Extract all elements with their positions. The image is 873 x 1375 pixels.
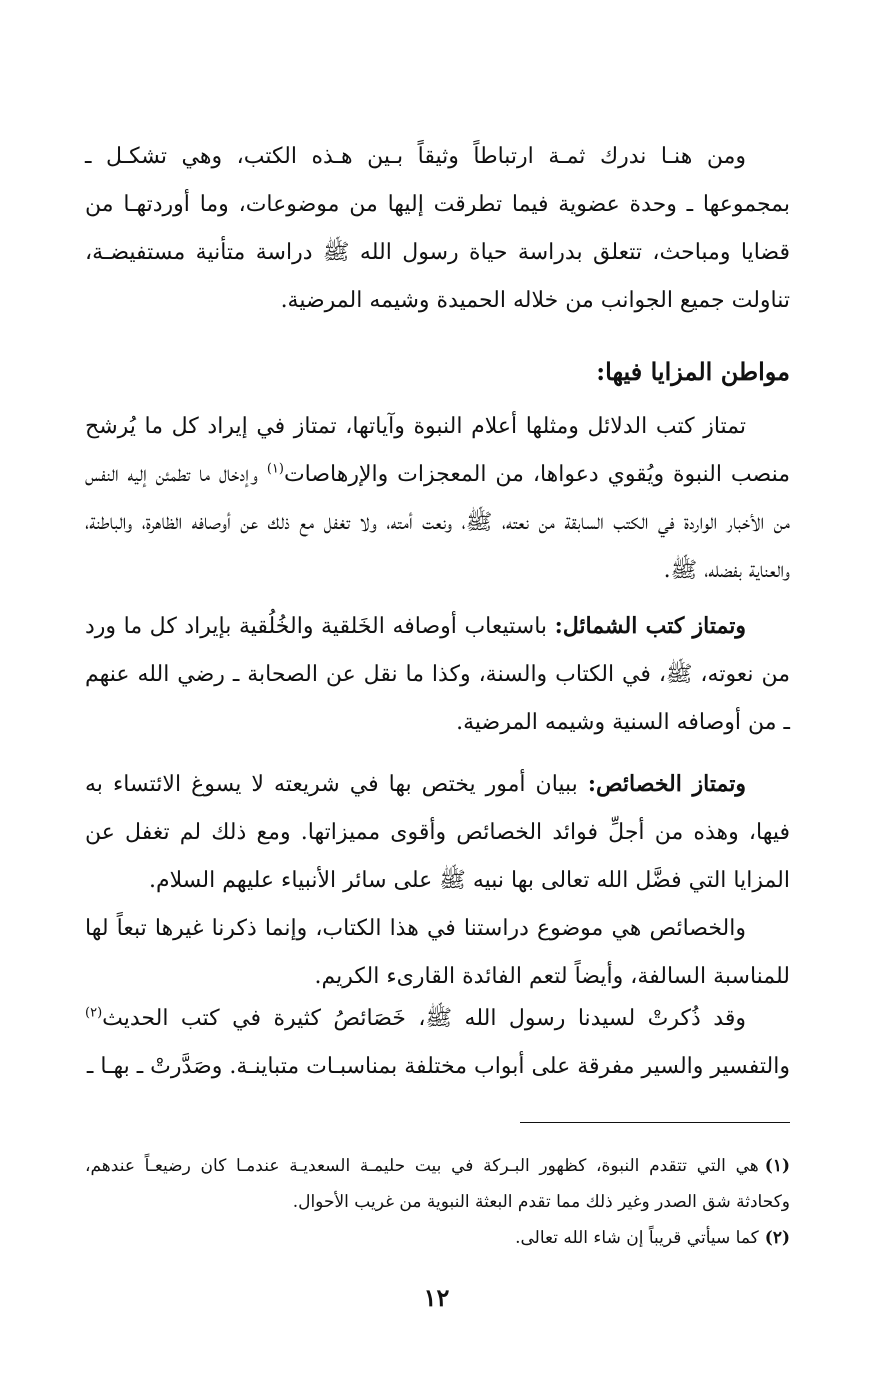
hadith-books-paragraph: [85, 995, 790, 1091]
footnotes-list: [85, 1148, 790, 1256]
footnote-text: كما سيأتي قريباً إن شاء الله تعالى.: [515, 1228, 759, 1248]
page-number: ١٢: [423, 1283, 450, 1312]
footnote-number: (١): [764, 1156, 790, 1176]
footnote-text: هي التي تتقدم النبوة، كظهور البـركة في بيت حليمـة السعديـة عندمـا كان رضيعـاً عندهم، وكحادثة شق الصدر وغير ذلك مما تقدم البعثة النبوية من غريب الأحوال.: [85, 1156, 790, 1212]
footnote-2: [85, 1220, 790, 1256]
footnote-ref-2[interactable]: (٢): [85, 1005, 103, 1021]
footnote-number: (٢): [764, 1228, 790, 1248]
study-topic-paragraph: والخصائص هي موضوع دراستنا في هذا الكتاب، وإنما ذكرنا غيرها تبعاً لها للمناسبة السالفة، وأيضاً لتعم الفائدة القارىء الكريم.: [85, 916, 790, 989]
section-heading: مواطن المزايا فيها:: [596, 357, 790, 386]
khasais-paragraph: [85, 760, 790, 905]
dalail-text-end: وإدخال ما تطمئن إليه النفس من الأخبار الواردة في الكتب السابقة من نعته، ﷺ، ونعت أمته، ولا تغفل مع ذلك عن أوصافه الظاهرة، والباطنة، والعناية بفضله، ﷺ.: [85, 462, 790, 583]
footnote-separator: [520, 1122, 790, 1123]
khasais-body: ببيان أمور يختص بها في شريعته لا يسوغ الائتساء به فيها، وهذه من أجلِّ فوائد الخصائص وأقوى مميزاتها. ومع ذلك لم تغفل عن المزايا التي فضَّل الله تعالى بها نبيه ﷺ على سائر الأنبياء عليهم السلام.: [85, 772, 790, 893]
footnote-ref-1[interactable]: (١): [266, 461, 284, 477]
footnote-1: [85, 1148, 790, 1220]
shamail-body: باستيعاب أوصافه الخَلقية والخُلُقية بإيراد كل ما ورد من نعوته، ﷺ، في الكتاب والسنة، وكذا ما نقل عن الصحابة ـ رضي الله عنهم ـ من أوصافه السنية وشيمه المرضية.: [85, 614, 790, 735]
dalail-text-start: تمتاز كتب الدلائل ومثلها أعلام النبوة وآياتها، تمتاز في إيراد كل ما يُرشح منصب النبوة ويُقوي دعواها، من المعجزات والإرهاصات: [85, 414, 790, 487]
intro-paragraph: ومن هنـا ندرك ثمـة ارتباطاً وثيقاً بـين هـذه الكتب، وهي تشكـل ـ بمجموعها ـ وحدة عضوية فيما تطرقت إليها من موضوعات، وما أوردتهـا من قضايا ومباحث، تتعلق بدراسة حياة رسول الله ﷺ دراسة متأنية مستفيضـة، تناولت جميع الجوانب من خلاله الحميدة وشيمه المرضية.: [85, 144, 790, 313]
dalail-paragraph: [85, 403, 790, 595]
shamail-paragraph: [85, 602, 790, 747]
khasais-lead: وتمتاز الخصائص:: [587, 771, 746, 797]
hadith-text-start: وقد ذُكرتْ لسيدنا رسول الله ﷺ، خَصَائصُ كثيرة في كتب الحديث: [102, 1006, 746, 1031]
shamail-lead: وتمتاز كتب الشمائل:: [554, 613, 746, 639]
hadith-text-end: والتفسير والسير مفرقة على أبواب مختلفة بمناسبـات متباينـة. وصَدَّرتْ ـ بهـا ـ: [86, 1054, 790, 1079]
